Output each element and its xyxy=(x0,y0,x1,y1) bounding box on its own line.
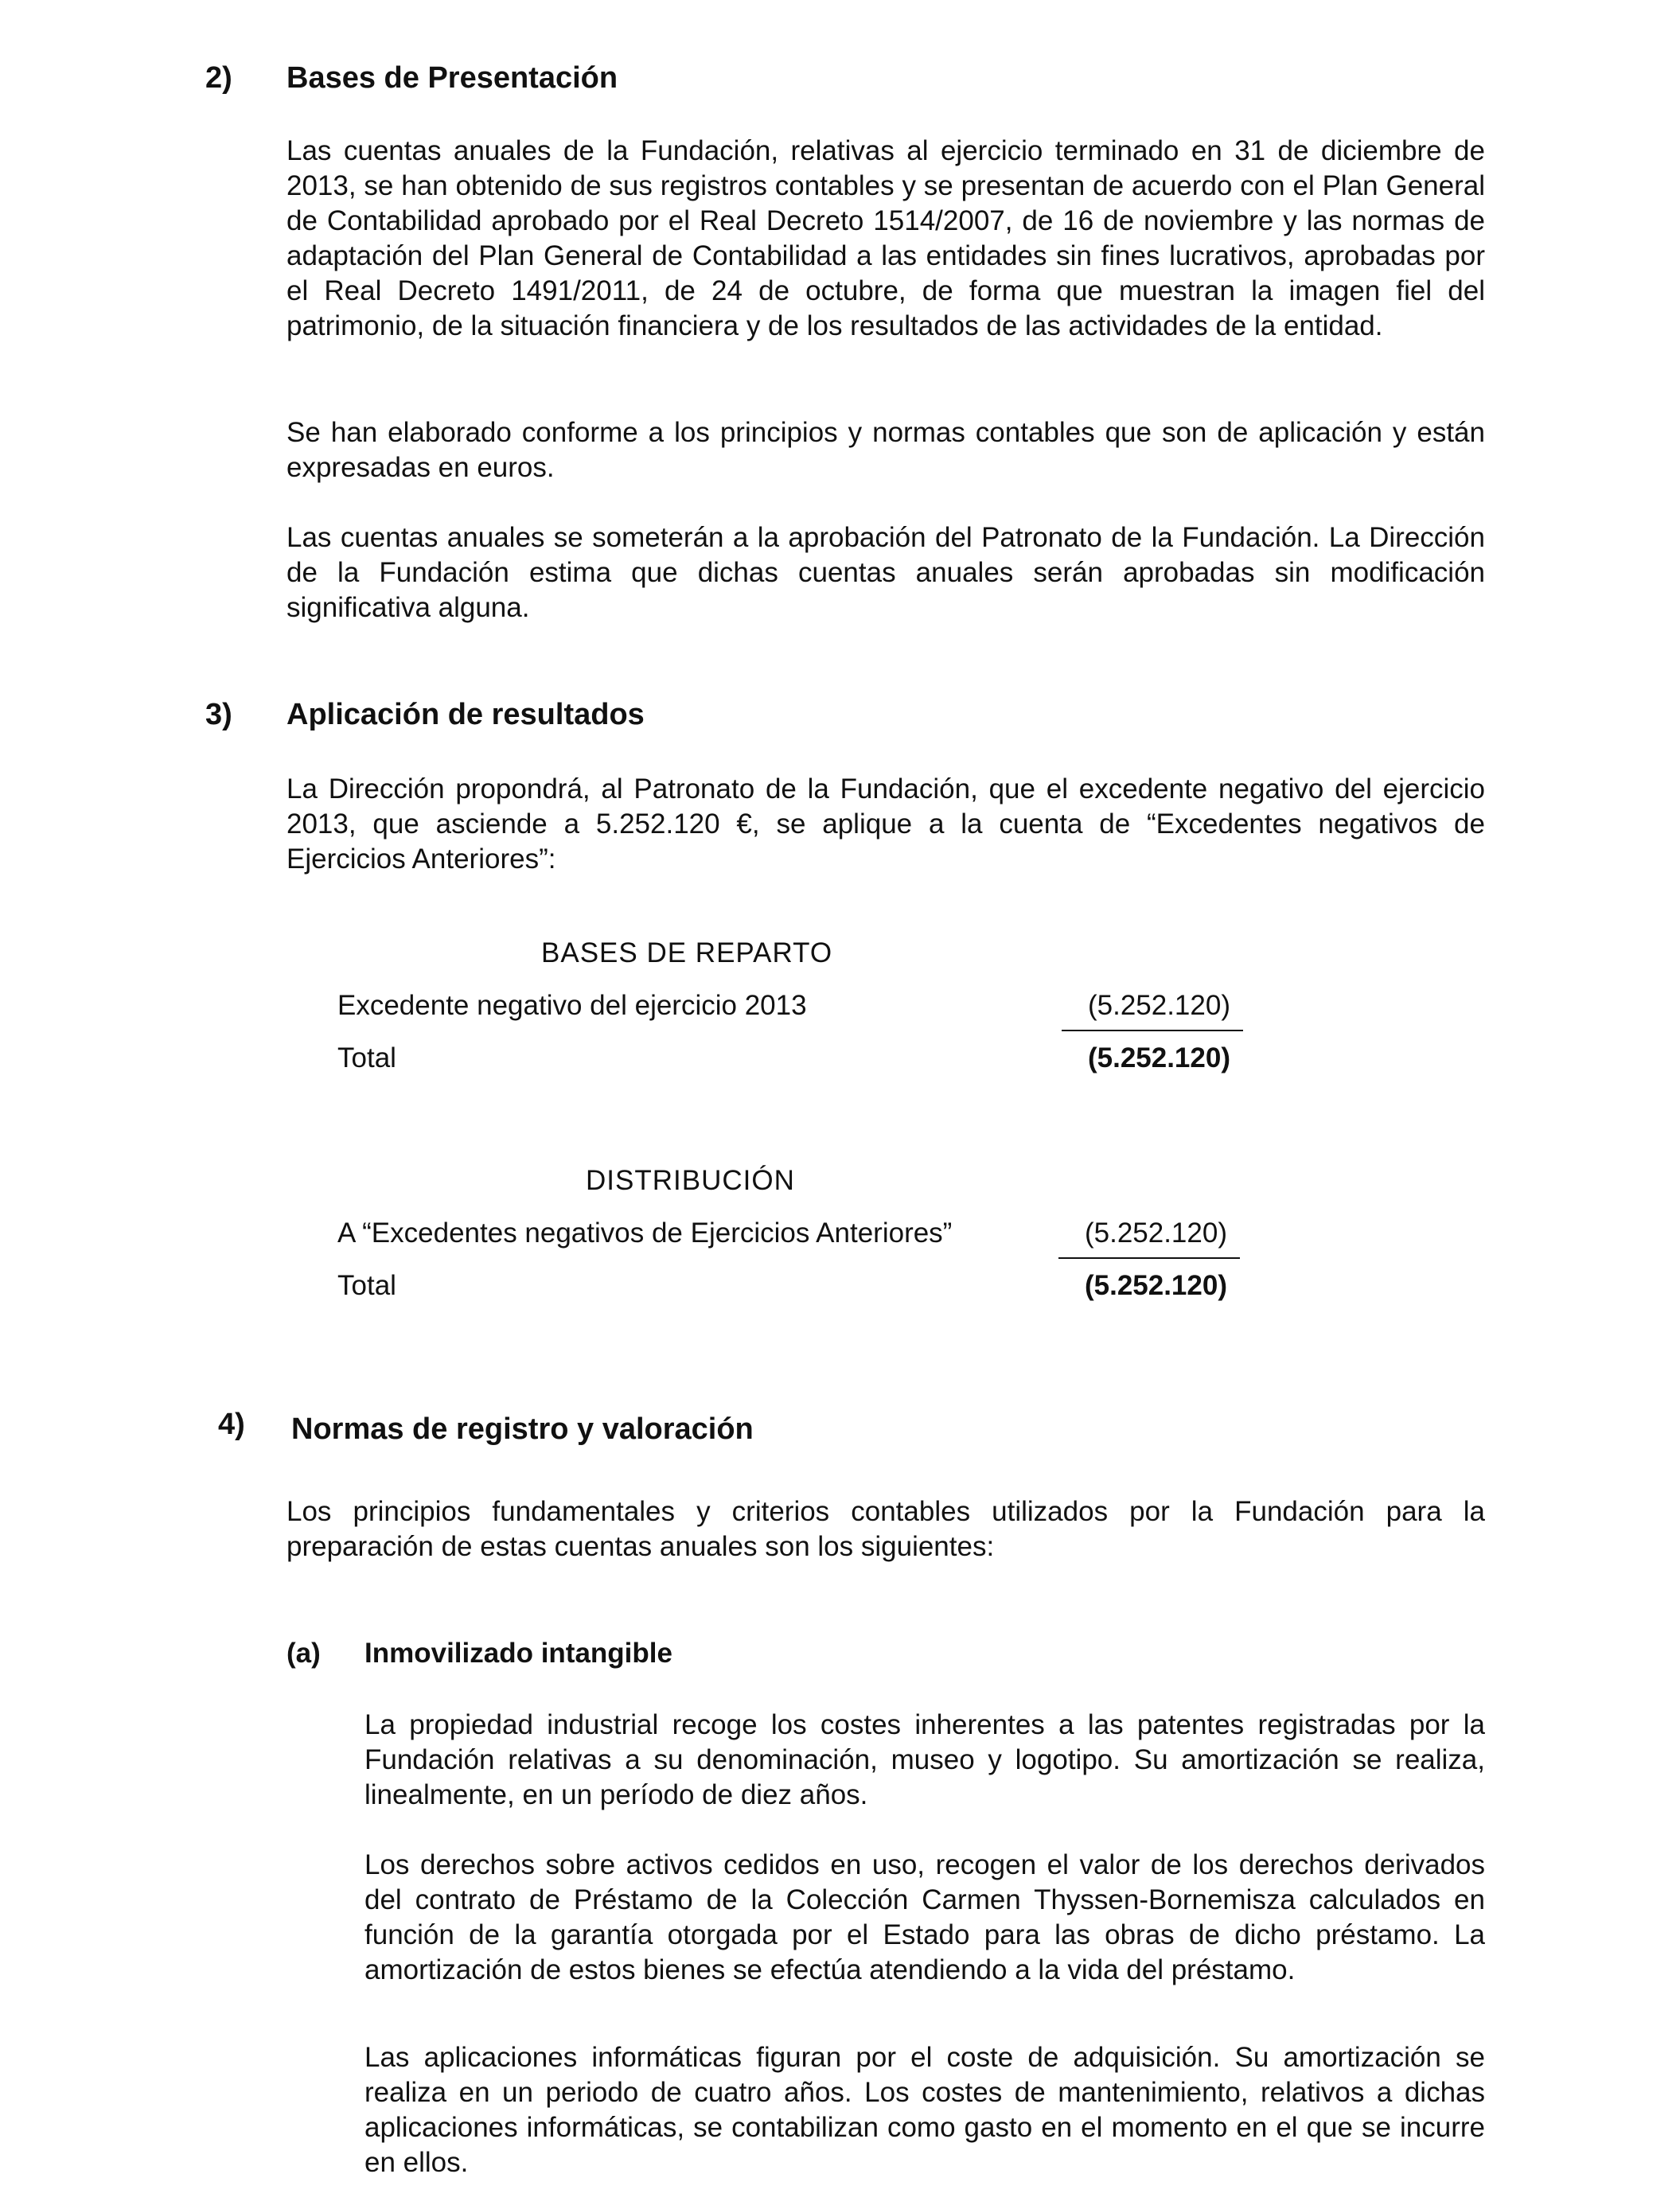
section-3-number: 3) xyxy=(205,698,232,731)
distribucion-total-label: Total xyxy=(337,1270,396,1301)
section-4-paragraph: Los principios fundamentales y criterios contables utilizados por la Fundación para la preparación de estas cuentas anuales son los siguientes: xyxy=(286,1496,1485,1562)
subsection-a-paragraph-3: Las aplicaciones informáticas figuran por el coste de adquisición. Su amortización se realiza en un periodo de cuatro años. Los costes de mantenimiento, relativos a dichas aplicaciones informáticas, se contabilizan como gasto en el momento en el que se incurre en ellos. xyxy=(364,2042,1485,2178)
bases-row-value: (5.252.120) xyxy=(1087,990,1230,1021)
bases-sum-rule xyxy=(1062,1030,1243,1031)
section-4-number: 4) xyxy=(218,1408,245,1441)
section-2-number: 2) xyxy=(205,61,232,95)
distribucion-sum-rule xyxy=(1058,1257,1240,1259)
distribucion-row-label: A “Excedentes negativos de Ejercicios Anteriores” xyxy=(337,1217,953,1249)
section-2-paragraph-1: Las cuentas anuales de la Fundación, relativas al ejercicio terminado en 31 de diciembre de 2013, se han obtenido de sus registros contables y se presentan de acuerdo con el Plan General de Contabilidad aprobado por el Real Decreto 1514/2007, de 16 de noviembre y las normas de adaptación del Plan General de Contabilidad a las entidades sin fines lucrativos, aprobadas por el Real Decreto 1491/2011, de 24 de octubre, de forma que muestran la imagen fiel del patrimonio, de la situación financiera y de los resultados de las actividades de la entidad. xyxy=(286,135,1485,341)
subsection-a-paragraph-1: La propiedad industrial recoge los costes inherentes a las patentes registradas por la Fundación relativas a su denominación, museo y logotipo. Su amortización se realiza, linealmente, en un período de diez años. xyxy=(364,1709,1485,1810)
bases-total-value: (5.252.120) xyxy=(1087,1042,1230,1073)
bases-total-label: Total xyxy=(337,1042,396,1073)
section-3-title: Aplicación de resultados xyxy=(286,698,645,731)
bases-de-reparto-caption: BASES DE REPARTO xyxy=(541,937,833,968)
subsection-a-paragraph-2: Los derechos sobre activos cedidos en uso, recogen el valor de los derechos derivados del contrato de Préstamo de la Colección Carmen Thyssen-Bornemisza calculados en función de la garantía otorgada por el Estado para las obras de dicho préstamo. La amortización de estos bienes se efectúa atendiendo a la vida del préstamo. xyxy=(364,1849,1485,1985)
subsection-a-title: Inmovilizado intangible xyxy=(364,1638,672,1669)
section-2-paragraph-3: Las cuentas anuales se someterán a la aprobación del Patronato de la Fundación. La Dirección de la Fundación estima que dichas cuentas anuales serán aprobadas sin modificación significativa alguna. xyxy=(286,522,1485,623)
section-4-title: Normas de registro y valoración xyxy=(291,1412,754,1446)
distribucion-caption: DISTRIBUCIÓN xyxy=(586,1165,795,1196)
distribucion-total-value: (5.252.120) xyxy=(1084,1270,1227,1301)
section-3-paragraph: La Dirección propondrá, al Patronato de la Fundación, que el excedente negativo del ejercicio 2013, que asciende a 5.252.120 €, se aplique a la cuenta de “Excedentes negativos de Ejercicios Anteriores”: xyxy=(286,773,1485,875)
section-2-paragraph-2: Se han elaborado conforme a los principios y normas contables que son de aplicación y están expresadas en euros. xyxy=(286,417,1485,483)
section-2-title: Bases de Presentación xyxy=(286,61,618,95)
subsection-a-label: (a) xyxy=(286,1638,321,1669)
bases-row-label: Excedente negativo del ejercicio 2013 xyxy=(337,990,807,1021)
distribucion-row-value: (5.252.120) xyxy=(1084,1217,1227,1249)
